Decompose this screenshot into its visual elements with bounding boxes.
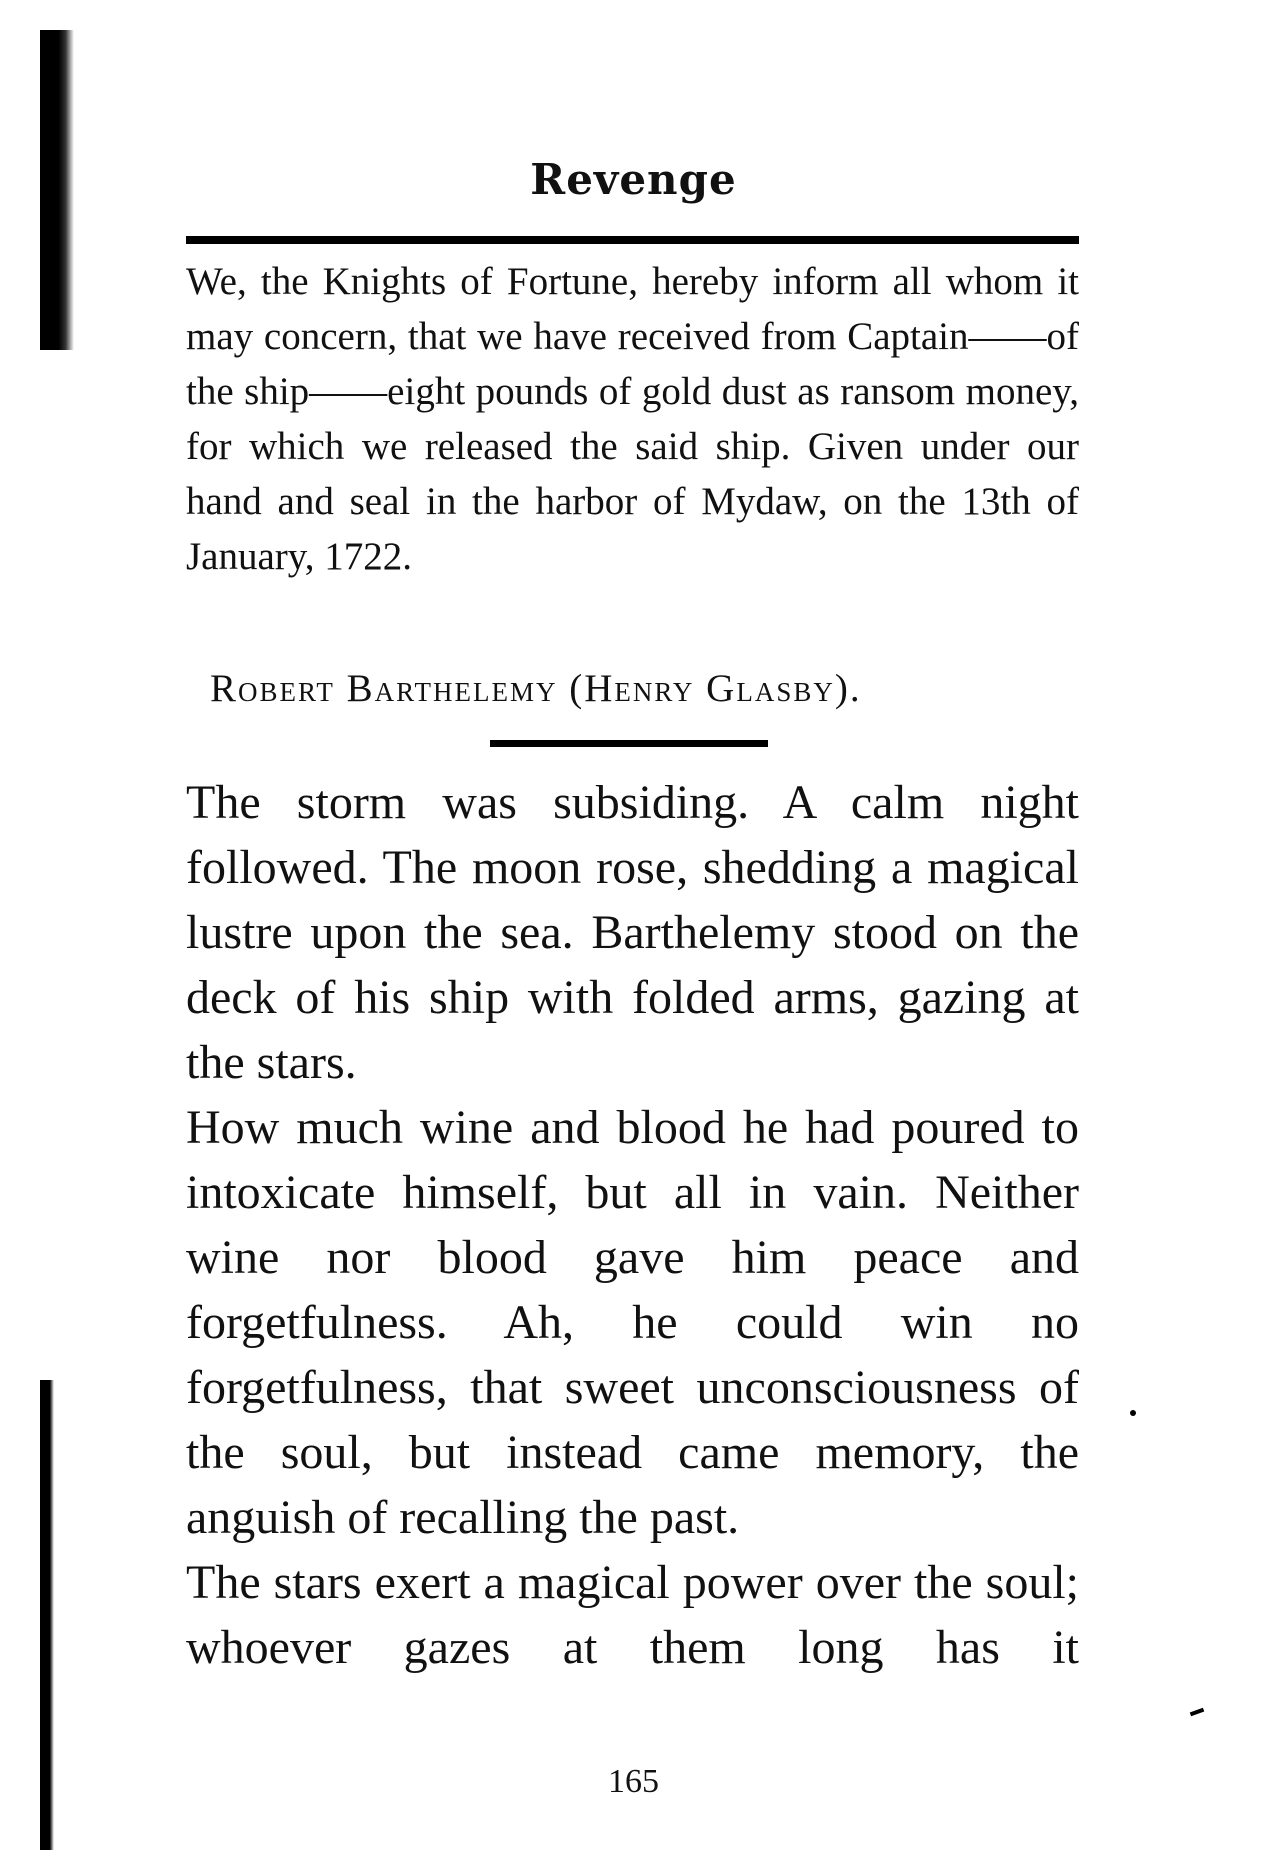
scan-speck <box>1190 1708 1205 1717</box>
running-head: Revenge <box>530 155 737 204</box>
story-text <box>186 770 1079 1680</box>
page-number: 165 <box>608 1763 659 1800</box>
scan-speck <box>1130 1410 1136 1416</box>
notice-text: We, the Knights of Fortune, hereby inform all whom it may concern, that we have received from Captain——of the ship——eight pounds of gold dust as ransom money, for which we released the said ship. Given under our hand and seal in the harbor of Mydaw, on the 13th of January, 1722. <box>186 260 1079 578</box>
notice-signature: Robert Barthelemy (Henry Glasby). <box>210 667 862 710</box>
story-paragraph: The stars exert a magical power over the soul; whoever gazes at them long has it <box>186 1556 1079 1674</box>
section-divider <box>490 740 768 747</box>
story-paragraph: How much wine and blood he had poured to intoxicate himself, but all in vain. Neither wine nor blood gave him peace and forgetfulness. Ah, he could win no forgetfulness, that sweet unconsciousness of the soul, but instead came memory, the anguish of recalling the past. <box>186 1101 1079 1544</box>
story-paragraph: The storm was subsiding. A calm night followed. The moon rose, shedding a magical lustre upon the sea. Barthelemy stood on the deck of his ship with folded arms, gazing at the stars. <box>186 776 1079 1089</box>
ransom-notice <box>186 254 1079 584</box>
header-rule <box>186 236 1079 244</box>
